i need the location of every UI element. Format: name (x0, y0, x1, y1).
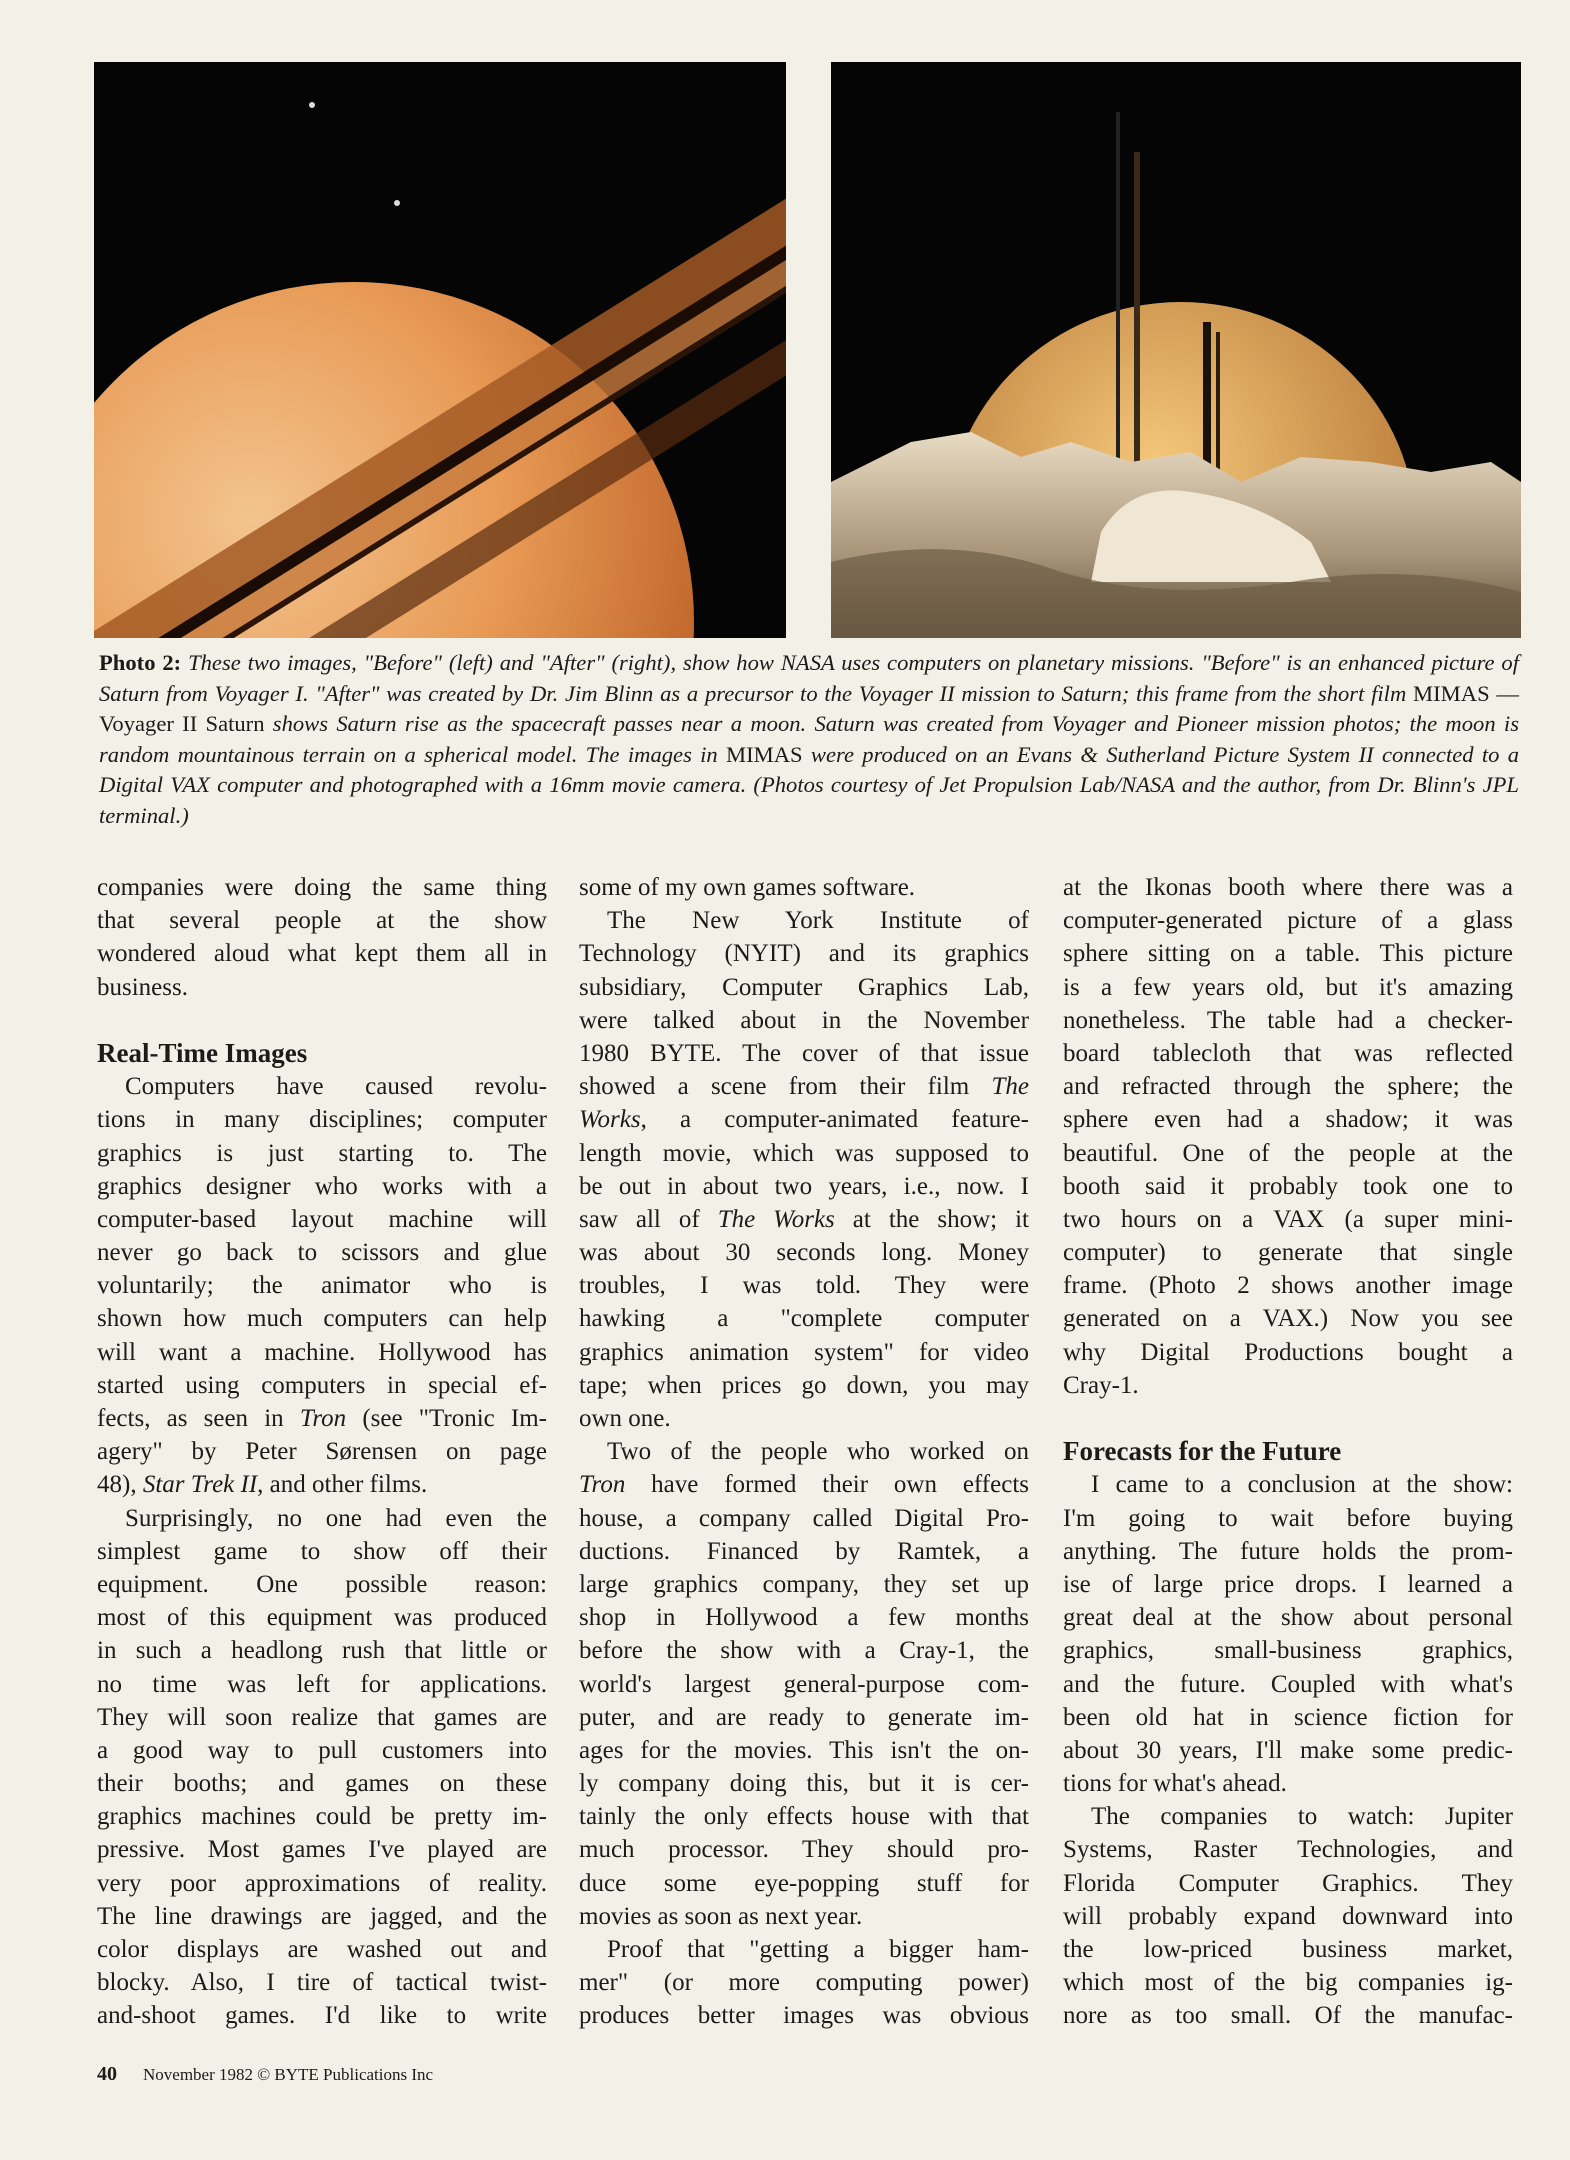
text-line: shown how much computers can help (97, 1305, 547, 1333)
photo-before-saturn (94, 62, 786, 638)
paragraph (579, 871, 1029, 904)
text-line: computer) to generate that single (1063, 1239, 1513, 1267)
text-line: The companies to watch: Jupiter (1091, 1803, 1513, 1831)
text-line: puter, and are ready to generate im- (579, 1703, 1029, 1731)
text-line: Proof that "getting a bigger ham- (607, 1936, 1029, 1963)
text-line: fects, as seen in Tron (see "Tronic Im- (97, 1405, 548, 1432)
text-line: most of this equipment was produced (97, 1604, 547, 1632)
text-line: never go back to scissors and glue (97, 1239, 547, 1267)
text-line: duce some eye-popping stuff for (579, 1869, 1029, 1897)
text-line: sphere sitting on a table. This picture (1063, 940, 1513, 968)
text-line: They will soon realize that games are (97, 1703, 547, 1731)
section-heading: Forecasts for the Future (1063, 1436, 1342, 1467)
text-line: I came to a conclusion at the show: (1091, 1471, 1513, 1499)
text-line: and the future. Coupled with what's (1063, 1670, 1513, 1698)
article-column-1 (97, 871, 547, 2033)
caption-text: shows Saturn rise as the spacecraft passes near a moon. Saturn was created from Voyager and Pioneer mission photos; the moon is random mountainous terrain on a spherical model. The images in (99, 711, 1519, 767)
text-line: graphics machines could be pretty im- (97, 1803, 547, 1831)
text-line: been old hat in science fiction for (1063, 1703, 1513, 1731)
footer-credit: November 1982 © BYTE Publications Inc (143, 2065, 434, 2084)
text-line: shop in Hollywood a few months (579, 1604, 1029, 1632)
text-line: ductions. Financed by Ramtek, a (579, 1537, 1029, 1565)
text-line: 1980 BYTE. The cover of that issue (579, 1039, 1029, 1067)
text-line: board tablecloth that was reflected (1063, 1039, 1513, 1067)
caption-text: were produced on an Evans & Sutherland Picture System II connected to a Digital VAX computer and photographed with a 16mm movie camera. (Photos courtesy of Jet Propulsion Lab/NASA and the author, from Dr. Blinn's JPL terminal.) (99, 741, 1520, 828)
text-line: own one. (579, 1405, 671, 1432)
text-line: two hours on a VAX (a super mini- (1063, 1205, 1513, 1233)
text-line: computer-based layout machine will (97, 1205, 547, 1233)
text-line: subsidiary, Computer Graphics Lab, (579, 973, 1029, 1001)
paragraph (97, 1502, 547, 2033)
italic-title: Works (579, 1106, 641, 1134)
text-line: equipment. One possible reason: (97, 1570, 547, 1598)
text-line: why Digital Productions bought a (1063, 1338, 1513, 1366)
text-line: world's largest general-purpose com- (579, 1670, 1029, 1698)
text-line: movies as soon as next year. (579, 1902, 863, 1930)
text-line: nonetheless. The table had a checker- (1063, 1006, 1513, 1034)
text-line: about 30 years, I'll make some predic- (1063, 1736, 1513, 1764)
text-line: that several people at the show (97, 907, 547, 935)
text-line: hawking a "complete computer (579, 1305, 1029, 1333)
text-line: great deal at the show about personal (1063, 1604, 1513, 1632)
text-line: The New York Institute of (607, 907, 1029, 935)
text-line: graphics animation system" for video (579, 1338, 1029, 1366)
text-line: their booths; and games on these (97, 1770, 547, 1798)
saturn-image (94, 62, 786, 638)
text-line: much processor. They should pro- (579, 1836, 1029, 1864)
paragraph (1063, 1800, 1513, 2032)
text-line: produces better images was obvious (579, 2002, 1029, 2030)
text-line: graphics, small-business graphics, (1063, 1637, 1513, 1665)
mimas-render-image (831, 62, 1521, 638)
text-line: Systems, Raster Technologies, and (1063, 1836, 1513, 1864)
text-line: 48), Star Trek II, and other films. (97, 1471, 428, 1499)
paragraph (1063, 1468, 1513, 1800)
text-line: graphics designer who works with a (97, 1172, 547, 1200)
text-line: which most of the big companies ig- (1063, 1969, 1513, 1997)
italic-title: Tron (299, 1405, 347, 1432)
section-heading: Real-Time Images (97, 1037, 308, 1068)
page-footer (97, 2063, 433, 2086)
text-line: companies were doing the same thing (97, 874, 547, 901)
text-line: Computers have caused revolu- (125, 1073, 547, 1101)
text-line: simplest game to show off their (97, 1537, 547, 1565)
text-line: length movie, which was supposed to (579, 1139, 1029, 1167)
text-line: no time was left for applications. (97, 1670, 547, 1698)
text-line: anything. The future holds the prom- (1063, 1537, 1513, 1565)
text-line: before the show with a Cray-1, the (579, 1637, 1029, 1665)
text-line: generated on a VAX.) Now you see (1063, 1305, 1513, 1333)
text-line: voluntarily; the animator who is (97, 1272, 547, 1300)
text-line: Surprisingly, no one had even the (125, 1504, 547, 1532)
text-line: troubles, I was told. They were (579, 1272, 1029, 1300)
italic-title: Tron (579, 1471, 626, 1499)
text-line: started using computers in special ef- (97, 1371, 547, 1399)
italic-title: The Works (717, 1205, 835, 1233)
text-line: large graphics company, they set up (579, 1570, 1029, 1598)
text-line: Tron have formed their own effects (579, 1471, 1029, 1499)
paragraph (1063, 871, 1513, 1402)
text-line: business. (97, 973, 188, 1001)
text-line: nore as too small. Of the manufac- (1063, 2002, 1513, 2030)
page-number: 40 (97, 2063, 117, 2085)
text-line: color displays are washed out and (97, 1936, 547, 1963)
text-line: the low-priced business market, (1063, 1936, 1513, 1963)
caption-mimas: MIMAS (726, 741, 803, 767)
text-line: showed a scene from their film The (579, 1073, 1029, 1101)
text-line: and refracted through the sphere; the (1063, 1073, 1513, 1101)
article-column-3 (1063, 871, 1513, 2033)
text-line: very poor approximations of reality. (97, 1869, 547, 1897)
text-line: pressive. Most games I've played are (97, 1836, 547, 1864)
paragraph (97, 871, 547, 1004)
text-line: The line drawings are jagged, and the (97, 1902, 547, 1930)
text-line: ly company doing this, but it is cer- (579, 1770, 1029, 1798)
text-line: computer-generated picture of a glass (1063, 907, 1513, 935)
text-line: beautiful. One of the people at the (1063, 1139, 1513, 1167)
text-line: tions in many disciplines; computer (97, 1106, 547, 1134)
text-line: will probably expand downward into (1063, 1902, 1513, 1930)
text-line: at the Ikonas booth where there was a (1063, 874, 1513, 901)
text-line: house, a company called Digital Pro- (579, 1504, 1029, 1532)
paragraph (97, 1070, 547, 1501)
paragraph (579, 1435, 1029, 1933)
caption-text: These two images, "Before" (left) and "After" (right), show how NASA uses computers on planetary missions. "Before" is an enhanced picture of Saturn from Voyager I. "After" was created by Dr. Jim Blinn as a precursor to the Voyager II mission to Saturn; this frame from the short film (99, 650, 1519, 706)
article-column-2 (579, 871, 1029, 2033)
text-line: tions for what's ahead. (1063, 1770, 1287, 1798)
paragraph (579, 904, 1029, 1435)
text-line: ages for the movies. This isn't the on- (579, 1736, 1029, 1764)
italic-title: Star Trek II (142, 1471, 258, 1499)
text-line: agery" by Peter Sørensen on page (97, 1438, 547, 1466)
text-line: Two of the people who worked on (607, 1438, 1029, 1466)
caption-label: Photo 2: (99, 650, 182, 675)
caption-film-title: MIMAS — Voyager II Saturn (99, 680, 1519, 736)
italic-title: The (991, 1073, 1029, 1101)
text-line: will want a machine. Hollywood has (97, 1338, 547, 1366)
text-line: saw all of The Works at the show; it (579, 1205, 1029, 1233)
photo-caption (99, 648, 1519, 831)
text-line: tape; when prices go down, you may (579, 1371, 1029, 1399)
text-line: Works, a computer-animated feature- (579, 1106, 1029, 1134)
paragraph (579, 1933, 1029, 2033)
text-line: tainly the only effects house with that (579, 1803, 1029, 1831)
text-line: graphics is just starting to. The (97, 1139, 547, 1167)
text-line: were talked about in the November (579, 1006, 1029, 1034)
photo-after-mimas (831, 62, 1521, 638)
text-line: Technology (NYIT) and its graphics (579, 940, 1029, 968)
text-line: blocky. Also, I tire of tactical twist- (97, 1969, 547, 1997)
text-line: mer" (or more computing power) (579, 1969, 1029, 1997)
text-line: ise of large price drops. I learned a (1063, 1570, 1513, 1598)
text-line: booth said it probably took one to (1063, 1172, 1513, 1200)
text-line: be out in about two years, i.e., now. I (579, 1172, 1029, 1200)
text-line: some of my own games software. (579, 874, 916, 901)
text-line: sphere even had a shadow; it was (1063, 1106, 1513, 1134)
text-line: wondered aloud what kept them all in (97, 940, 547, 968)
text-line: frame. (Photo 2 shows another image (1063, 1272, 1513, 1300)
text-line: was about 30 seconds long. Money (579, 1239, 1029, 1267)
text-line: in such a headlong rush that little or (97, 1637, 547, 1665)
text-line: Florida Computer Graphics. They (1063, 1869, 1513, 1897)
text-line: I'm going to wait before buying (1063, 1504, 1513, 1532)
text-line: and-shoot games. I'd like to write (97, 2002, 547, 2030)
text-line: is a few years old, but it's amazing (1063, 973, 1513, 1001)
text-line: Cray-1. (1063, 1371, 1139, 1399)
text-line: a good way to pull customers into (97, 1736, 547, 1764)
